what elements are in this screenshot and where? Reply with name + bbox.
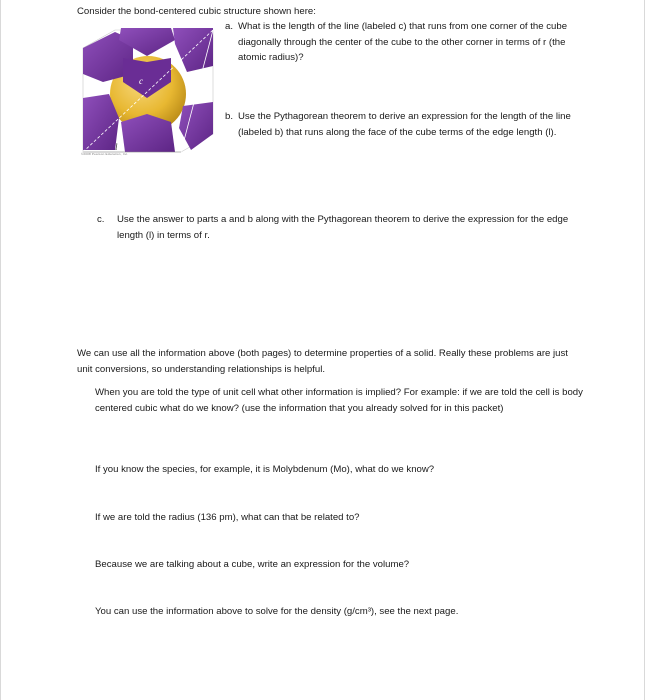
question-b-text: Use the Pythagorean theorem to derive an expression for the length of the line (labeled b) that runs along the face of the cube terms of the edge length (l). (238, 111, 571, 138)
question-a (225, 19, 575, 66)
bcc-cube-illustration (75, 22, 225, 164)
question-b-label: b. (225, 111, 234, 122)
question-c (97, 212, 577, 243)
paragraph-radius: If we are told the radius (136 pm), what can that be related to? (95, 512, 360, 523)
paragraph-main: We can use all the information above (both pages) to determine properties of a solid. Really these problems are just unit conversions, so understanding relationships is helpful. (77, 348, 568, 375)
paragraph-volume: Because we are talking about a cube, write an expression for the volume? (95, 559, 410, 570)
question-b (225, 109, 575, 140)
corner-atom-top-right (173, 28, 213, 72)
question-c-text: Use the answer to parts a and b along with the Pythagorean theorem to derive the expression for the edge length (l) in terms of r. (117, 214, 569, 241)
intro-text: Consider the bond-centered cubic structure shown here: (77, 6, 316, 17)
corner-atom-bottom-right (179, 102, 213, 150)
paragraph-density: You can use the information above to solve for the density (g/cm³), see the next page. (95, 606, 459, 617)
label-l: l (115, 142, 118, 152)
label-b: b (183, 72, 188, 82)
label-c: c (139, 76, 143, 86)
figure-caption: ©2008 Pearson Education, Inc. (81, 152, 129, 156)
question-c-label: c. (97, 214, 105, 225)
bcc-cube-figure (75, 22, 225, 164)
paragraph-implied: When you are told the type of unit cell what other information is implied? For example: if we are told the cell is body centered cubic what do we know? (use the information that you already solved for in this packet) (95, 387, 583, 414)
question-a-label: a. (225, 21, 234, 32)
question-a-text: What is the length of the line (labeled c) that runs from one corner of the cube diagonally through the center of the cube to the other corner in terms of r (the atomic radius)? (238, 21, 568, 63)
paragraph-species: If you know the species, for example, it is Molybdenum (Mo), what do we know? (95, 464, 435, 475)
